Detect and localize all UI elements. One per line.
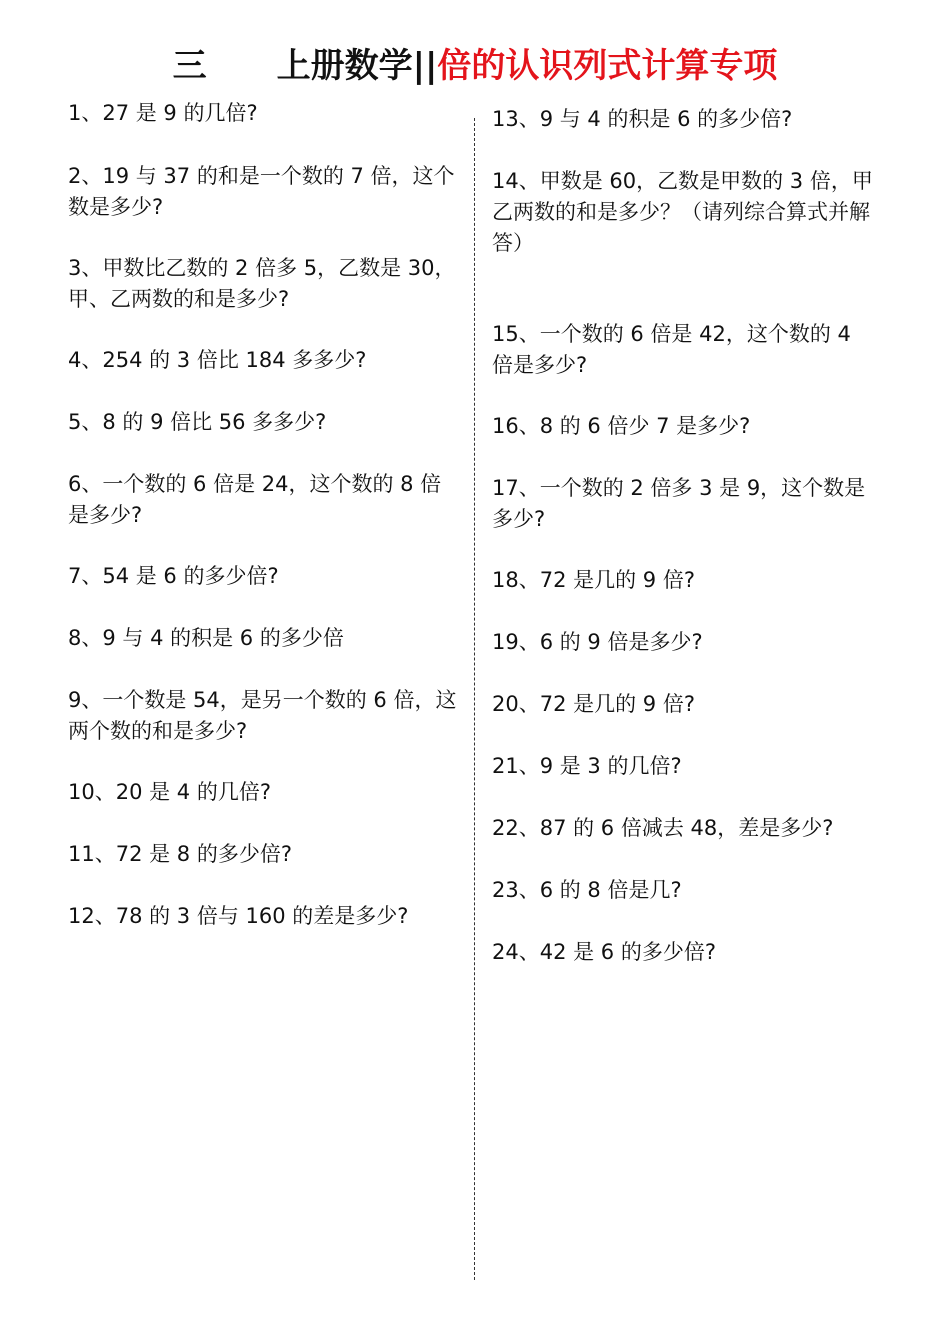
problem-6: 6、一个数的 6 倍是 24，这个数的 8 倍是多少? [68,472,442,527]
problem-16: 16、8 的 6 倍少 7 是多少? [492,414,751,438]
problem-13: 13、9 与 4 的积是 6 的多少倍? [492,107,793,131]
problem-4: 4、254 的 3 倍比 184 多多少? [68,348,367,372]
title-subject: 上册数学|| [276,46,438,86]
problem-20: 20、72 是几的 9 倍? [492,692,695,716]
problem-2: 2、19 与 37 的和是一个数的 7 倍，这个数是多少? [68,164,455,219]
problem-1: 1、27 是 9 的几倍? [68,101,258,125]
page-title [0,40,950,92]
problem-19: 19、6 的 9 倍是多少? [492,630,703,654]
problem-24: 24、42 是 6 的多少倍? [492,940,716,964]
problem-18: 18、72 是几的 9 倍? [492,568,695,592]
title-topic: 倍的认识列式计算专项 [437,46,778,86]
problem-12: 12、78 的 3 倍与 160 的差是多少? [68,904,409,928]
problem-9: 9、一个数是 54，是另一个数的 6 倍，这两个数的和是多少? [68,688,457,743]
problem-8: 8、9 与 4 的积是 6 的多少倍 [68,626,344,650]
problem-21: 21、9 是 3 的几倍? [492,754,682,778]
problem-14: 14、甲数是 60，乙数是甲数的 3 倍，甲乙两数的和是多少？（请列综合算式并解答） [492,169,873,255]
problem-15: 15、一个数的 6 倍是 42，这个数的 4 倍是多少? [492,322,851,377]
problem-22: 22、87 的 6 倍减去 48，差是多少? [492,816,834,840]
problem-7: 7、54 是 6 的多少倍? [68,564,279,588]
problem-5: 5、8 的 9 倍比 56 多多少? [68,410,327,434]
problem-11: 11、72 是 8 的多少倍? [68,842,292,866]
title-grade: 三 [172,46,207,86]
column-divider [474,118,475,1280]
problem-17: 17、一个数的 2 倍多 3 是 9，这个数是多少? [492,476,866,531]
problem-3: 3、甲数比乙数的 2 倍多 5，乙数是 30，甲、乙两数的和是多少? [68,256,456,311]
problem-10: 10、20 是 4 的几倍? [68,780,271,804]
problem-23: 23、6 的 8 倍是几? [492,878,682,902]
